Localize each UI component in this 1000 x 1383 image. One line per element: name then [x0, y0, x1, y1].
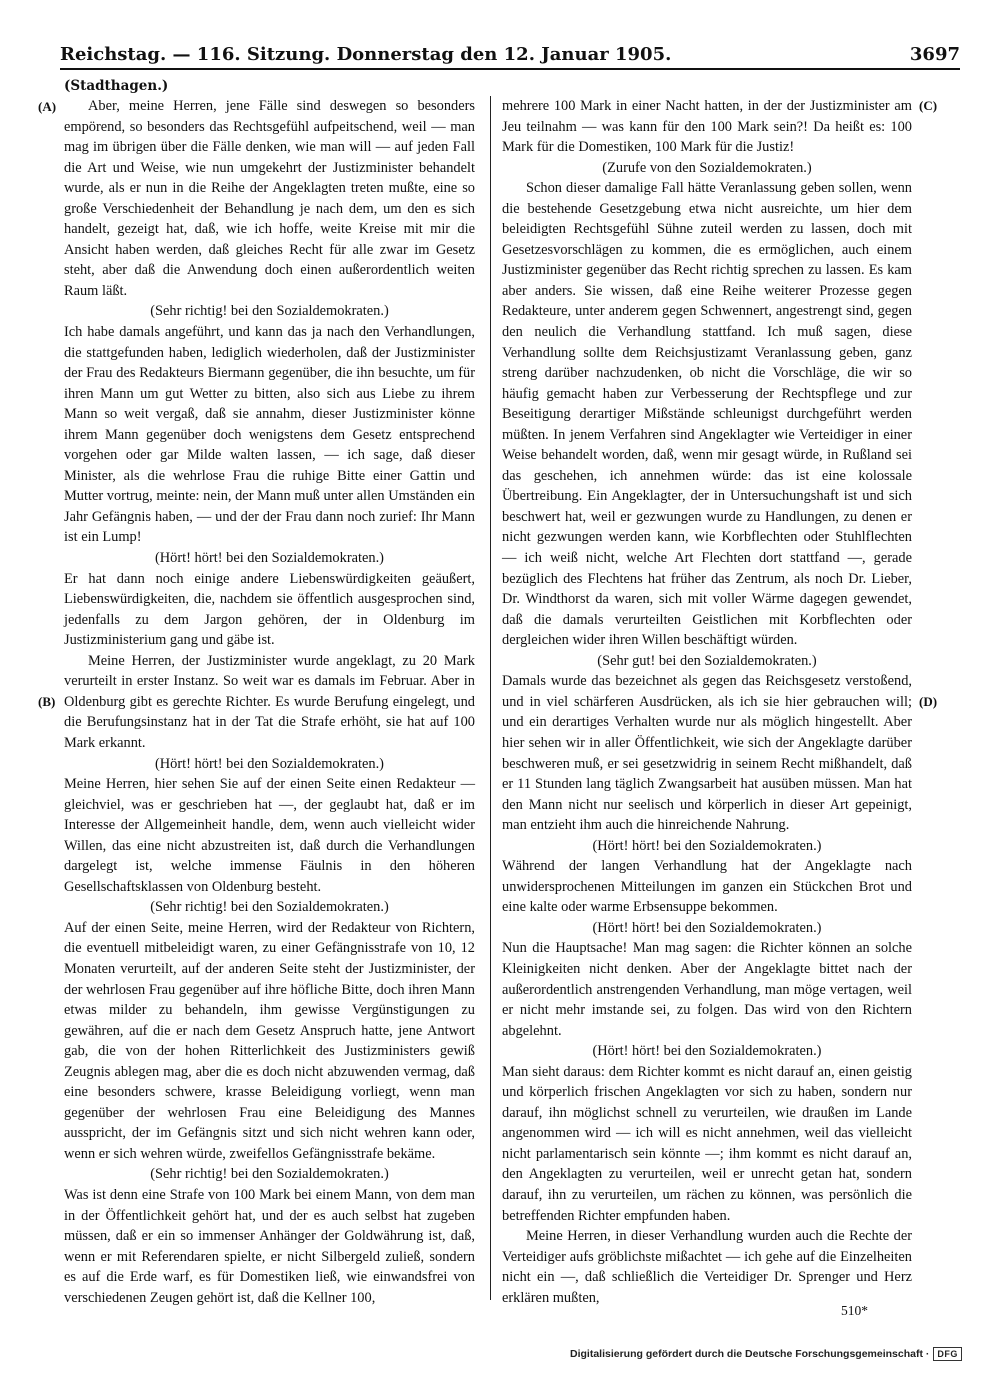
interjection: (Hört! hört! bei den Sozialdemokraten.)	[155, 755, 384, 772]
header-rule	[60, 68, 960, 70]
paragraph: mehrere 100 Mark in einer Nacht hatten, in der der Justizminister am Jeu teilnahm — was kann für den 100 Mark sein?! Da heißt es: 100 Mark für die Domestiken, 100 Mark für die Justiz!	[502, 98, 912, 156]
left-column	[64, 96, 475, 1308]
column-divider	[490, 96, 491, 1300]
margin-letter-b: (B)	[38, 694, 56, 709]
interjection: (Sehr richtig! bei den Sozialdemokraten.)	[150, 899, 389, 916]
right-column	[502, 96, 912, 1308]
paragraph: Aber, meine Herren, jene Fälle sind deswegen so besonders empörend, so besonders das Rechtsgefühl aufpeitschend, weil — man mag im übrigen über die Fälle denken, wie man will — auf jeden Fall die Art und Weise, wie nun umgekehrt der Justizminister behandelt wurde, als er nun in die Reihe der Angeklagten treten mußte, eine so große Verschiedenheit der Behandlung je nach dem, um den es sich handelt, gezeigt hat, daß, wie ich hoffe, weite Kreise mit mir die Ansicht haben werden, daß gleiches Recht für alle zwar im Gesetz steht, aber daß die Anwendung doch einen außerordentlich weiten Raum läßt.	[64, 98, 475, 299]
header-title: Reichstag. — 116. Sitzung. Donnerstag den 12. Januar 1905.	[60, 44, 672, 65]
paragraph: Meine Herren, in dieser Verhandlung wurden auch die Rechte der Verteidiger aufs gröblichste mißachtet — ich gehe auf die Einzelheiten nicht ein —, daß schließlich die Verteidiger Dr. Sprenger und Herz erklären mußten,	[502, 1228, 912, 1306]
interjection: (Zurufe von den Sozialdemokraten.)	[602, 159, 812, 176]
paragraph: Schon dieser damalige Fall hätte Veranlassung geben sollen, wenn die bestehende Gesetzgebung etwa nicht ausreichte, um hier dem beleidigten Rechtsgefühl Sühne zuteil werden zu lassen, doch mit Gesetzesvorschlägen zu kommen, die es ermöglichen, auch einem Justizminister gegenüber das Recht richtig sprechen zu lassen. Es kam aber anders. Sie wissen, daß eine Reihe weiterer Prozesse gegen Redakteure, unter anderem gegen Schwennert, angestrengt sind, gegen den neulich die Verhandlung stattfand. Ich muß sagen, diese Verhandlung sollte dem Reichsjustizamt Veranlassung geben, ganz streng darüber nachzudenken, ob nicht die Vorschläge, die wir so häufig gemacht haben zur Verbesserung der Rechtspflege und zur Beseitigung derartiger Mißstände schleunigst durchgeführt werden müßten. In jenem Verfahren sind Angeklagter wie Verteidiger in einer Weise behandelt worden, daß, wenn mir gesagt würde, in Rußland sei das geschehen, ich annehmen würde: das ist eine kolossale Übertreibung. Ein Angeklagter, der in Untersuchungshaft ist und sich beschwert hat, weil er gezwungen wurde zu Handlungen, zu denen er nicht gezwungen werden kann, wie Korbflechten oder Stuhlflechten — ich weiß nicht, welche Art Flechten dort stattfand —, gerade bezüglich des Flechtens hat früher das Zentrum, als noch Dr. Lieber, Dr. Windthorst da waren, sich mit voller Wärme dagegen gewendet, daß die damals verurteilten Geistlichen mit Korbflechten oder dergleichen wider ihren Willen beschäftigt würden.	[502, 180, 912, 649]
margin-letter-c: (C)	[919, 98, 938, 113]
speaker-name: (Stadthagen.)	[64, 78, 169, 94]
paragraph: Meine Herren, der Justizminister wurde angeklagt, zu 20 Mark verurteilt in erster Instanz. So weit war es damals im Februar. Aber in Oldenburg gibt es gerechte Richter. Es wurde Berufung eingelegt, und die Berufungsinstanz hat in der Tat die Strafe erhöht, sie hat auf 100 Mark erkannt.	[64, 652, 475, 751]
paragraph: Ich habe damals angeführt, und kann das ja nach den Verhandlungen, die stattgefunden haben, lediglich wiederholen, daß der Justizminister der Frau des Redakteurs Biermann gegenüber, die ihn besuchte, um für ihren Mann um gut Wetter zu bitten, also sich aus Liebe zu ihrem Mann so weit vergaß, daß sie annahm, dieser Justizminister könne ihrem Mann gegenüber doch wenigstens dem Gesetz entsprechend vorgehen oder gar Milde walten lassen, — ich sage, daß dieser Minister, als die wehrlose Frau die ruhige Bitte einer Gattin und Mutter vortrug, meinte: nein, der Mann muß unter allen Umständen ein Jahr Gefängnis haben, — und der der Frau dann noch zurief: Ihr Mann ist ein Lump!	[64, 324, 475, 546]
paragraph: Man sieht daraus: dem Richter kommt es nicht darauf an, einen geistig und körperlich frischen Angeklagten vor sich zu haben, sondern nur darauf, ihn möglichst schnell zu verurteilen, wie draußen im Lande angenommen wird — ich will es nicht annehmen, weil das vielleicht nicht parlamentarisch sein könnte —; ihm kommt es nicht darauf an, den Angeklagten zu verurteilen, weil er unrecht getan hat, sondern darauf, ihn zu verurteilen, um rächen zu können, was persönlich die betreffenden Richter empfunden haben.	[502, 1063, 912, 1224]
running-header	[60, 44, 960, 65]
interjection: (Hört! hört! bei den Sozialdemokraten.)	[592, 919, 822, 936]
footer-text: Digitalisierung gefördert durch die Deutsche Forschungsgemeinschaft ·	[570, 1348, 930, 1360]
paragraph: Was ist denn eine Strafe von 100 Mark bei einem Mann, von dem man in der Öffentlichkeit gehört hat, und der es auch selbst hat zugeben müssen, daß er ein so immenser Anhänger der Goldwährung ist, daß, wenn er mit Referendaren spielte, er nicht Silbergeld zuließ, sondern es auf die Erde warf, es für Domestiken ließ, wie einwandsfrei von verschiedenen Zeugen gehört ist, daß die Kellner 100,	[64, 1186, 475, 1306]
interjection: (Hört! hört! bei den Sozialdemokraten.)	[592, 837, 822, 854]
interjection: (Sehr gut! bei den Sozialdemokraten.)	[597, 652, 817, 669]
margin-letter-a: (A)	[38, 99, 57, 114]
paragraph: Während der langen Verhandlung hat der Angeklagte nach unwidersprochenen Mitteilungen im ganzen ein Stückchen Brot und eine kalte oder warme Erbsensuppe bekommen.	[502, 858, 912, 916]
header-page-number: 3697	[909, 44, 960, 65]
interjection: (Hört! hört! bei den Sozialdemokraten.)	[592, 1043, 822, 1060]
dfg-logo-icon: DFG	[933, 1347, 962, 1361]
interjection: (Sehr richtig! bei den Sozialdemokraten.)	[150, 1166, 389, 1183]
paragraph: Auf der einen Seite, meine Herren, wird der Redakteur von Richtern, die eventuell mitbeleidigt waren, zu einer Gefängnisstrafe von 10, 12 Monaten verurteilt, auf der anderen Seite steht der Justizminister, der der wehrlosen Frau gegenüber auf ihre höfliche Bitte, doch ihren Mann etwas milder zu behandeln, ihm gewisse Vergünstigungen zu gewähren, auf die er nach dem Gesetz Anspruch hatte, jene Antwort gab, die von der hohen Ritterlichkeit des Justizministers gewiß Zeugnis ablegen mag, aber die es doch nicht abzuwenden vermag, daß eine besonders schwere, krasse Beleidigung vorliegt, wenn man gegenüber der wehrlosen Frau eine Beleidigung des Mannes ausspricht, der im Gefängnis sitzt und sich nicht wehren kann oder, wenn er sich wehren würde, zweifellos Gefängnisstrafe bekäme.	[64, 919, 475, 1162]
margin-letter-d: (D)	[919, 694, 938, 709]
footer-credit	[570, 1347, 962, 1361]
paragraph: Er hat dann noch einige andere Liebenswürdigkeiten geäußert, Liebenswürdigkeiten, die, nachdem sie öffentlich ausgesprochen sind, jedenfalls zu dem Jargon gehören, der in Oldenburg im Justizministerium gang und gäbe ist.	[64, 570, 475, 649]
interjection: (Hört! hört! bei den Sozialdemokraten.)	[155, 550, 384, 567]
page-signature: 510*	[841, 1303, 868, 1318]
paragraph: Nun die Hauptsache! Man mag sagen: die Richter können an solche Kleinigkeiten nicht denken. Aber der Angeklagte bittet nach der außerordentlich anstrengenden Verhandlung, man möge vertagen, weil er nicht mehr imstande sei, zu folgen. Das wird von den Richtern abgelehnt.	[502, 940, 912, 1039]
interjection: (Sehr richtig! bei den Sozialdemokraten.)	[150, 303, 389, 320]
paragraph: Meine Herren, hier sehen Sie auf der einen Seite einen Redakteur — gleichviel, was er geschrieben hat —, der geglaubt hat, daß er im Interesse der Allgemeinheit handle, dem, wenn auch vielleicht wider Willen, das eine nicht abzustreiten ist, daß durch die Verhandlungen dargelegt ist, welche immense Fäulnis in den höheren Gesellschaftsklassen von Oldenburg besteht.	[64, 776, 475, 895]
paragraph: Damals wurde das bezeichnet als gegen das Reichsgesetz verstoßend, und in viel schärferen Ausdrücken, als ich sie hier gebrauchen will; und ein derartiges Verhalten wurde nur als möglich hingestellt. Aber hier sehen wir in aller Öffentlichkeit, wie sich der Angeklagte darüber beschweren muß, er sei gesetzwidrig in seinem Recht mißhandelt, daß er 11 Stunden lang täglich Zwangsarbeit hat ausüben müssen. Man hat den Mann nicht nur seelisch und körperlich in dieser Art gepeinigt, man entzieht ihm auch die hinreichende Nahrung.	[502, 673, 912, 834]
